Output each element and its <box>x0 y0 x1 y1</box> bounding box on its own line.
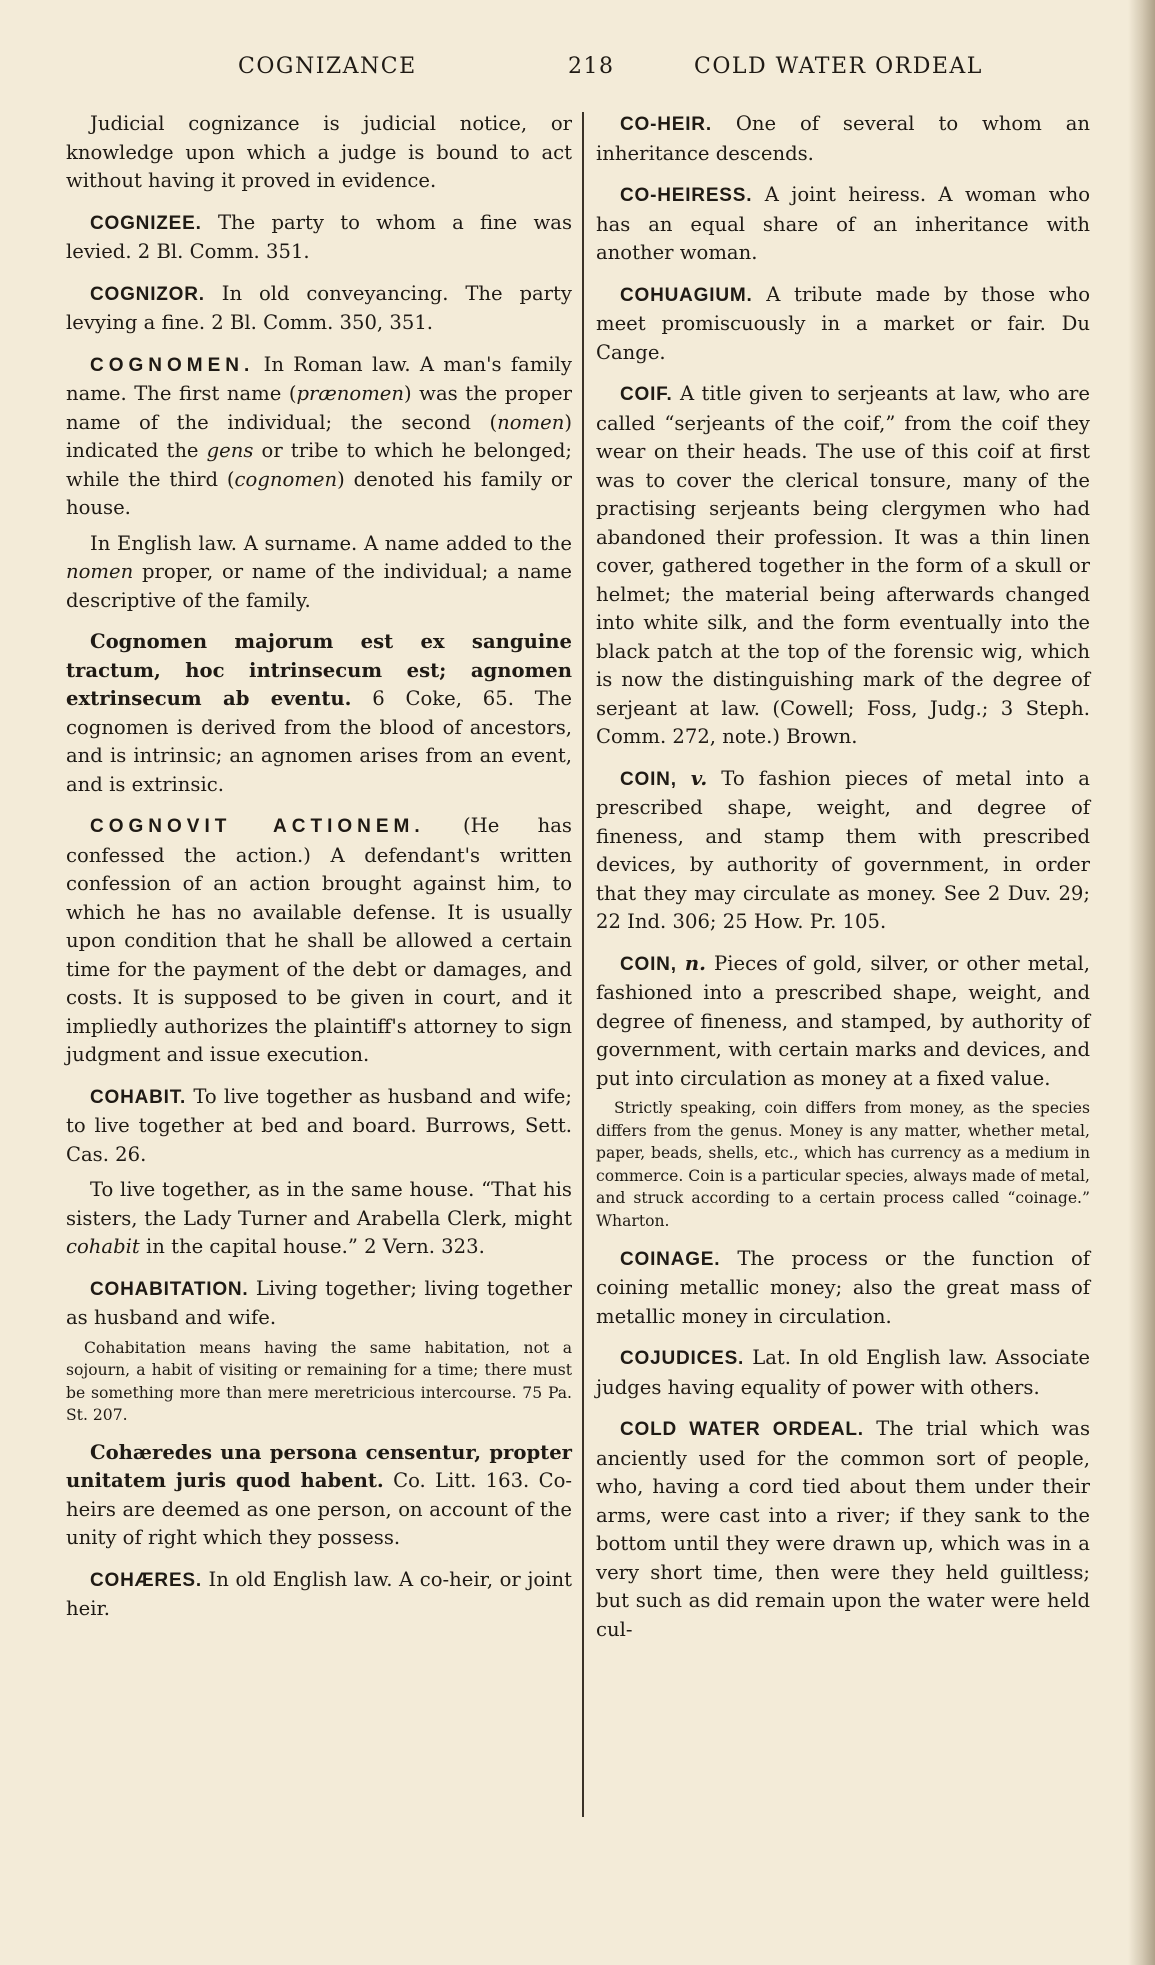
headword: COGNOMEN. <box>90 354 255 376</box>
entry-text: ) indicated the <box>66 410 572 462</box>
italic-term: cognomen <box>234 467 338 491</box>
latin-maxim: Cognomen majorum est ex sanguine tractum, hoc intrinsecum est; agnomen extrinsecum ab eventu. <box>66 630 572 710</box>
note-coin: Strictly speaking, coin differs from money, as the species differs from the genus. Money is any matter, whether metal, paper, beads, shells, etc., which has currency as a medium in commerce. Coin is a particular species, always made of metal, and struck according to a certain process called “coinage.” Wharton. <box>596 1099 1090 1230</box>
entry-text: Living together; living together as husband and wife. <box>66 1276 572 1329</box>
entry-cohuagium <box>596 281 1090 368</box>
entry-cognizance-continued <box>66 110 572 196</box>
headword: CO-HEIRESS. <box>620 185 753 206</box>
entry-text: in the capital house.” 2 Vern. 323. <box>139 1235 485 1258</box>
entry-cognomen-english-law <box>66 530 572 616</box>
right-column <box>596 110 1090 1657</box>
entry-text: A joint heiress. A woman who has an equal share of an inheritance with another woman. <box>596 183 1090 264</box>
headword: COGNIZOR. <box>90 283 205 305</box>
headword: COIF. <box>620 384 673 405</box>
column-divider <box>582 112 584 1817</box>
entry-coif <box>596 380 1090 752</box>
entry-text: The party to whom a fine was levied. 2 Bl. Comm. 351. <box>66 210 572 263</box>
entry-text: Pieces of gold, silver, or other metal, fashioned into a prescribed shape, weight, and degree of fineness, and stamped, by authority of government, with certain marks and devices, and put into circulation as money at a fixed value. <box>596 951 1090 1090</box>
headword: COHABITATION. <box>90 1278 249 1300</box>
entry-text: Co. Litt. 163. Co-heirs are deemed as one person, on account of the unity of right which they possess. <box>66 1469 572 1550</box>
entry-co-heir <box>596 110 1090 168</box>
entry-text: In old conveyancing. The party levying a fine. 2 Bl. Comm. 350, 351. <box>66 281 572 334</box>
entry-text: The trial which was anciently used for the common sort of people, who, having a cord tied about them under their arms, were cast into a river; if they sank to the bottom until they were drawn up, which was in a very short time, then were they held guiltless; but such as did remain upon the water were held cul- <box>596 1417 1091 1641</box>
entry-cold-water-ordeal <box>596 1415 1090 1644</box>
headword: COIN, <box>620 953 677 975</box>
headword: COHABIT. <box>90 1086 187 1108</box>
entry-coin-noun <box>596 950 1090 1094</box>
headword: COHÆRES. <box>90 1569 202 1591</box>
entry-text: (He has confessed the action.) A defendant's written confession of an action brought against him, to which he has no available defense. It is usually upon condition that he shall be allowed a certain time for the payment of the debt or damages, and costs. It is supposed to be given in court, and it impliedly authorizes the plaintiff's attorney to sign judgment and issue execution. <box>66 814 572 1066</box>
entry-cohabitation <box>66 1275 572 1333</box>
entry-text: ) denoted his family or house. <box>66 467 573 519</box>
part-of-speech: n. <box>684 951 706 975</box>
italic-term: gens <box>206 439 254 462</box>
headword: COHUAGIUM. <box>620 284 753 306</box>
entry-text: To live together as husband and wife; to live together at bed and board. Burrows, Sett. Cas. 26. <box>66 1084 573 1166</box>
entry-text: or tribe to which he belonged; while the third ( <box>66 439 572 491</box>
headword: COINAGE. <box>620 1248 721 1270</box>
entry-text: 6 Coke, 65. The cognomen is derived from the blood of ancestors, and is intrinsic; an agnomen arises from an event, and is extrinsic. <box>66 687 572 796</box>
entry-cognizor <box>66 280 572 338</box>
headword: CO-HEIR. <box>620 114 712 135</box>
latin-maxim: Cohæredes una persona censentur, propter unitatem juris quod habent. <box>66 1440 572 1493</box>
entry-text: The process or the function of coining metallic money; also the great mass of metallic money in circulation. <box>596 1246 1090 1328</box>
headword: COJUDICES. <box>620 1348 745 1370</box>
running-header <box>0 54 1155 90</box>
note-cohabitation: Cohabitation means having the same habitation, not a sojourn, a habit of visiting or remaining for a time; there must be something more than mere meretricious intercourse. 75 Pa. St. 207. <box>66 1338 572 1425</box>
entry-text: In English law. A surname. A name added to the <box>90 531 572 555</box>
entry-cohaeres <box>66 1566 572 1624</box>
entry-text: In Roman law. A man's family name. The first name ( <box>66 352 573 405</box>
headword: COIN, <box>620 768 677 790</box>
italic-term: nomen <box>497 410 565 434</box>
entry-cognizee <box>66 209 572 267</box>
entry-text: ) was the proper name of the individual; the second ( <box>66 382 572 434</box>
entry-text: A tribute made by those who meet promiscuously in a market or fair. Du Cange. <box>596 282 1090 364</box>
entry-cohabit <box>66 1083 572 1170</box>
entry-cognovit-actionem <box>66 812 572 1070</box>
header-right-guide-word: COLD WATER ORDEAL <box>694 54 983 79</box>
header-left-guide-word: COGNIZANCE <box>238 54 417 79</box>
entry-coinage <box>596 1245 1090 1332</box>
headword: COLD WATER ORDEAL. <box>620 1419 864 1441</box>
entry-text: To live together, as in the same house. “That his sisters, the Lady Turner and Arabella Clerk, might <box>66 1178 572 1230</box>
entry-cognomen <box>66 351 572 523</box>
entry-text: To fashion pieces of metal into a prescribed shape, weight, and degree of fineness, and stamp them with prescribed devices, by authority of government, in order that they may circulate as money. See 2 Duv. 29; 22 Ind. 306; 25 How. Pr. 105. <box>596 766 1090 933</box>
left-column <box>66 110 572 1637</box>
italic-term: nomen <box>66 560 134 583</box>
entry-cojudices <box>596 1344 1090 1402</box>
entry-text: In old English law. A co-heir, or joint heir. <box>66 1567 572 1621</box>
entry-text: Lat. In old English law. Associate judges having equality of power with others. <box>596 1346 1090 1399</box>
entry-text: One of several to whom an inheritance descends. <box>596 112 1090 165</box>
entry-text: Judicial cognizance is judicial notice, or knowledge upon which a judge is bound to act without having it proved in evidence. <box>66 112 572 192</box>
entry-text: proper, or name of the individual; a name descriptive of the family. <box>66 560 572 612</box>
entry-co-heiress <box>596 181 1090 268</box>
entry-cohabit-second-sense <box>66 1176 572 1262</box>
page-number: 218 <box>568 54 615 79</box>
italic-term: cohabit <box>66 1235 140 1258</box>
headword: COGNOVIT ACTIONEM. <box>90 816 425 837</box>
entry-text: A title given to serjeants at law, who are called “serjeants of the coif,” from the coif they wear on their heads. The use of this coif at first was to cover the clerical tonsure, many of the practising serjeants being clergymen who had abandoned their profession. It was a thin linen cover, gathered together in the form of a skull or helmet; the material being afterwards changed into white silk, and the form eventually into the black patch at the top of the forensic wig, which is now the distinguishing mark of the degree of serjeant at law. (Cowell; Foss, Judg.; 3 Steph. Comm. 272, note.) Brown. <box>596 382 1090 748</box>
entry-coin-verb <box>596 765 1090 937</box>
part-of-speech: v. <box>690 766 708 790</box>
headword: COGNIZEE. <box>90 212 202 234</box>
entry-coheredes-maxim <box>66 1439 572 1553</box>
entry-cognomen-maxim <box>66 628 572 799</box>
italic-term: prænomen <box>296 382 405 405</box>
